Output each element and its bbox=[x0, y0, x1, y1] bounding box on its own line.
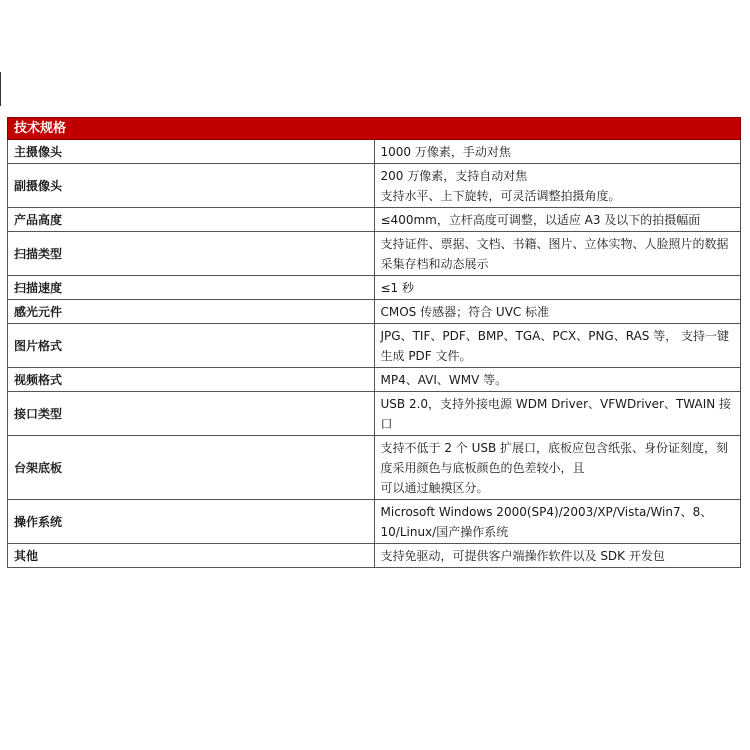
spec-table-body bbox=[8, 118, 741, 568]
spec-row bbox=[8, 140, 741, 164]
spec-row bbox=[8, 232, 741, 276]
spec-label: 副摄像头 bbox=[8, 164, 375, 208]
spec-value-line: JPG、TIF、PDF、BMP、TGA、PCX、PNG、RAS 等， 支持一键生成 PDF 文件。 bbox=[380, 329, 730, 363]
spec-value bbox=[374, 544, 741, 568]
spec-label: 视频格式 bbox=[8, 368, 375, 392]
spec-row bbox=[8, 324, 741, 368]
spec-value-line: Microsoft Windows 2000(SP4)/2003/XP/Vista/Win7、8、10/Linux/国产操作系统 bbox=[380, 505, 713, 539]
spec-row bbox=[8, 544, 741, 568]
spec-label: 接口类型 bbox=[8, 392, 375, 436]
spec-label: 主摄像头 bbox=[8, 140, 375, 164]
spec-value-line: 支持证件、票据、文档、书籍、图片、立体实物、人脸照片的数据采集存档和动态展示 bbox=[380, 237, 729, 271]
spec-value bbox=[374, 300, 741, 324]
spec-value bbox=[374, 500, 741, 544]
spec-row bbox=[8, 300, 741, 324]
spec-value-line: 支持免驱动，可提供客户端操作软件以及 SDK 开发包 bbox=[380, 549, 665, 563]
spec-value-line: ≤400mm，立杆高度可调整，以适应 A3 及以下的拍摄幅面 bbox=[380, 213, 701, 227]
spec-value-line: 支持水平、上下旋转，可灵活调整拍摄角度。 bbox=[380, 189, 621, 203]
spec-value bbox=[374, 392, 741, 436]
spec-value bbox=[374, 208, 741, 232]
spec-label: 扫描类型 bbox=[8, 232, 375, 276]
spec-row bbox=[8, 368, 741, 392]
spec-value bbox=[374, 368, 741, 392]
spec-label: 扫描速度 bbox=[8, 276, 375, 300]
spec-value-line: 支持不低于 2 个 USB 扩展口，底板应包含纸张、身份证刻度，刻度采用颜色与底板颜色的色差较小，且 bbox=[380, 441, 729, 475]
spec-value-line: 200 万像素，支持自动对焦 bbox=[380, 169, 528, 183]
spec-value-line: USB 2.0，支持外接电源 WDM Driver、VFWDriver、TWAIN 接口 bbox=[380, 397, 732, 431]
spec-value-line: 1000 万像素，手动对焦 bbox=[380, 145, 511, 159]
spec-label: 操作系统 bbox=[8, 500, 375, 544]
spec-row bbox=[8, 164, 741, 208]
spec-value bbox=[374, 164, 741, 208]
spec-table-title: 技术规格 bbox=[8, 118, 741, 140]
spec-row bbox=[8, 208, 741, 232]
spec-label: 台架底板 bbox=[8, 436, 375, 500]
spec-row bbox=[8, 276, 741, 300]
spec-row bbox=[8, 500, 741, 544]
spec-table bbox=[7, 117, 741, 568]
spec-value-line: ≤1 秒 bbox=[380, 281, 415, 295]
spec-value-line: CMOS 传感器；符合 UVC 标准 bbox=[380, 305, 550, 319]
spec-value-line: MP4、AVI、WMV 等。 bbox=[380, 373, 508, 387]
spec-label: 产品高度 bbox=[8, 208, 375, 232]
spec-value bbox=[374, 232, 741, 276]
spec-row bbox=[8, 392, 741, 436]
spec-value bbox=[374, 276, 741, 300]
spec-label: 感光元件 bbox=[8, 300, 375, 324]
spec-table-header-row bbox=[8, 118, 741, 140]
spec-value bbox=[374, 436, 741, 500]
edge-divider bbox=[0, 72, 1, 106]
spec-label: 图片格式 bbox=[8, 324, 375, 368]
spec-value-line: 可以通过触摸区分。 bbox=[380, 481, 489, 495]
spec-label: 其他 bbox=[8, 544, 375, 568]
spec-value bbox=[374, 140, 741, 164]
spec-row bbox=[8, 436, 741, 500]
spec-value bbox=[374, 324, 741, 368]
